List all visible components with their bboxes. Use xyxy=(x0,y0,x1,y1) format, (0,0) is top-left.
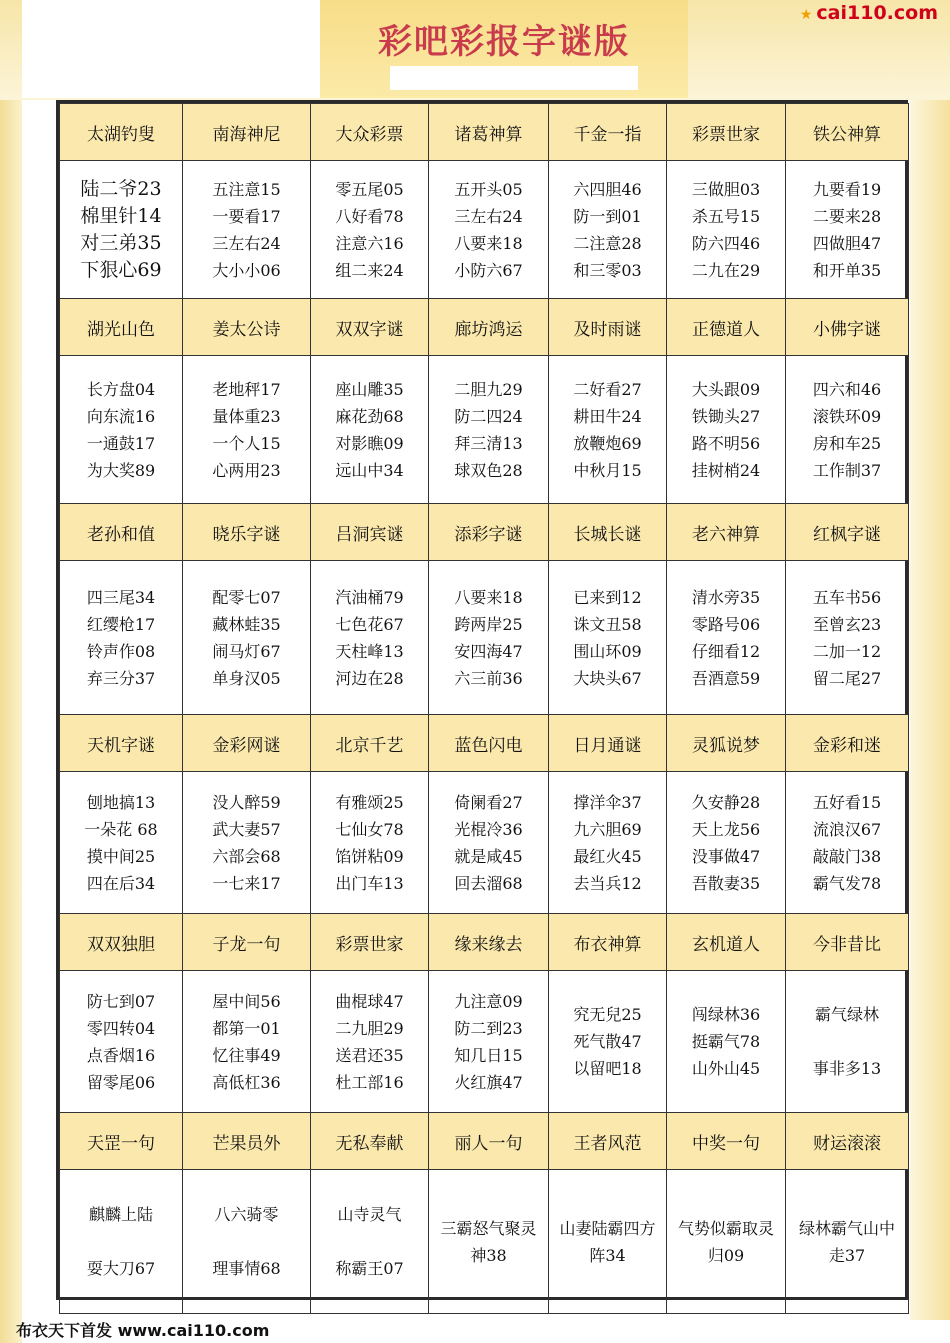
riddle-line: 理事情68 xyxy=(212,1259,281,1278)
riddle-line: 杜工部16 xyxy=(335,1072,404,1092)
riddle-line: 六部会68 xyxy=(212,846,281,866)
riddle-cell xyxy=(429,772,549,914)
riddle-line: 和开单35 xyxy=(812,260,882,280)
source-name-cell: 今非昔比 xyxy=(786,914,909,971)
riddle-line: 八好看78 xyxy=(335,206,404,226)
riddle-cell xyxy=(549,772,667,914)
riddle-line xyxy=(313,1228,426,1255)
riddle-line: 杀五号15 xyxy=(691,206,761,226)
riddle-line: 回去溜68 xyxy=(454,873,523,893)
riddle-line: 防七到07 xyxy=(86,991,156,1011)
riddle-line: 长方盘04 xyxy=(86,379,156,399)
riddle-cell xyxy=(183,772,311,914)
source-name-cell: 彩票世家 xyxy=(667,104,786,161)
source-name-cell: 诸葛神算 xyxy=(429,104,549,161)
riddle-line: 敲敲门38 xyxy=(812,846,882,866)
riddle-cell xyxy=(786,356,909,504)
riddle-line: 都第一01 xyxy=(212,1018,281,1038)
footer-credit: 布衣天下首发 www.cai110.com xyxy=(16,1321,270,1340)
source-name-cell: 铁公神算 xyxy=(786,104,909,161)
riddle-line: 吾散妻35 xyxy=(691,873,761,893)
riddle-cell xyxy=(60,971,183,1113)
riddle-line: 对三弟35 xyxy=(80,231,162,254)
source-name-cell: 王者风范 xyxy=(549,1113,667,1170)
riddle-line: 大头跟09 xyxy=(691,379,761,399)
source-name-cell: 缘来缘去 xyxy=(429,914,549,971)
riddle-cell xyxy=(667,772,786,914)
riddle-line: 组二来24 xyxy=(335,260,404,280)
riddle-line: 阵34 xyxy=(589,1245,626,1265)
riddle-line xyxy=(62,1228,180,1255)
source-name-cell: 金彩和迷 xyxy=(786,715,909,772)
source-name-cell: 太湖钓叟 xyxy=(60,104,183,161)
riddle-line: 工作制37 xyxy=(812,460,882,480)
riddle-line: 究无兒25 xyxy=(573,1005,642,1024)
riddle-line: 九要看19 xyxy=(812,179,882,199)
source-name-cell: 小佛字谜 xyxy=(786,299,909,356)
riddle-cell xyxy=(60,356,183,504)
source-name-cell: 灵狐说梦 xyxy=(667,715,786,772)
source-name-cell: 吕洞宾谜 xyxy=(311,504,429,561)
riddle-line: 球双色28 xyxy=(454,460,523,480)
source-name-cell: 彩票世家 xyxy=(311,914,429,971)
riddle-line: 以留吧18 xyxy=(573,1059,642,1078)
riddle-line: 挺霸气78 xyxy=(691,1032,761,1051)
riddle-line: 防六四46 xyxy=(691,233,761,253)
riddle-line: 三霸怒气聚灵 xyxy=(440,1218,537,1238)
riddle-line: 一通鼓17 xyxy=(86,433,156,453)
source-name-cell: 蓝色闪电 xyxy=(429,715,549,772)
riddle-line: 心两用23 xyxy=(212,460,281,480)
riddle-line: 五车书56 xyxy=(812,587,882,607)
riddle-cell xyxy=(549,561,667,715)
riddle-line: 配零七07 xyxy=(212,587,281,607)
riddle-line: 三左右24 xyxy=(454,206,523,226)
source-name-cell: 金彩网谜 xyxy=(183,715,311,772)
riddle-cell xyxy=(786,561,909,715)
riddle-line: 六三前36 xyxy=(454,668,523,688)
riddle-cell xyxy=(786,971,909,1113)
riddle-line: 神38 xyxy=(470,1245,507,1265)
riddle-line: 老地秤17 xyxy=(212,379,281,399)
riddle-line: 就是咸45 xyxy=(454,846,523,866)
riddle-line: 弃三分37 xyxy=(86,668,156,688)
riddle-line: 归09 xyxy=(707,1245,745,1265)
source-name-cell: 日月通谜 xyxy=(549,715,667,772)
riddle-cell xyxy=(429,356,549,504)
source-name-cell: 正德道人 xyxy=(667,299,786,356)
riddle-line: 大块头67 xyxy=(573,668,642,688)
riddle-table xyxy=(56,100,908,1300)
riddle-line: 高低杠36 xyxy=(212,1072,281,1092)
riddle-line: 防二到23 xyxy=(454,1018,523,1038)
source-name-cell: 添彩字谜 xyxy=(429,504,549,561)
riddle-line: 称霸王07 xyxy=(335,1259,404,1278)
riddle-line: 二加一12 xyxy=(812,641,882,661)
source-name-cell: 北京千艺 xyxy=(311,715,429,772)
riddle-line: 出门车13 xyxy=(335,873,404,893)
source-name-cell: 红枫字谜 xyxy=(786,504,909,561)
riddle-line: 倚阑看27 xyxy=(454,792,523,812)
riddle-line: 吾酒意59 xyxy=(691,668,761,688)
title-subtitle-strip xyxy=(390,66,638,90)
source-name-cell: 财运滚滚 xyxy=(786,1113,909,1170)
source-name-cell: 姜太公诗 xyxy=(183,299,311,356)
riddle-line: 二九胆29 xyxy=(335,1018,404,1038)
left-decor-band xyxy=(0,0,22,1343)
riddle-line: 零五尾05 xyxy=(335,179,404,199)
source-name-cell: 中奖一句 xyxy=(667,1113,786,1170)
riddle-line: 棉里针14 xyxy=(80,204,162,227)
riddle-line: 摸中间25 xyxy=(86,846,156,866)
riddle-cell xyxy=(786,161,909,299)
riddle-line: 屋中间56 xyxy=(212,991,281,1011)
riddle-line: 滚铁环09 xyxy=(812,406,882,426)
riddle-cell xyxy=(183,1170,311,1314)
riddle-cell xyxy=(311,356,429,504)
riddle-line: 麒麟上陆 xyxy=(88,1205,153,1224)
riddle-line: 最红火45 xyxy=(573,846,642,866)
riddle-line: 单身汉05 xyxy=(212,668,281,688)
source-name-cell: 老孙和值 xyxy=(60,504,183,561)
riddle-line: 曲棍球47 xyxy=(335,991,404,1011)
riddle-line xyxy=(788,1028,906,1055)
riddle-line: 知几日15 xyxy=(454,1045,523,1065)
riddle-line: 二好看27 xyxy=(573,379,642,399)
riddle-cell xyxy=(429,971,549,1113)
riddle-line: 霸气绿林 xyxy=(814,1005,879,1024)
riddle-line: 中秋月15 xyxy=(573,460,642,480)
riddle-line xyxy=(185,1228,308,1255)
riddle-line: 至曾玄23 xyxy=(812,614,882,634)
riddle-line: 忆往事49 xyxy=(212,1045,281,1065)
riddle-line: 久安静28 xyxy=(691,792,761,812)
riddle-line: 去当兵12 xyxy=(573,873,642,893)
riddle-line: 闹马灯67 xyxy=(212,641,281,661)
header-row xyxy=(60,504,909,561)
riddle-row xyxy=(60,161,909,299)
riddle-line: 防二四24 xyxy=(454,406,523,426)
source-name-cell: 双双字谜 xyxy=(311,299,429,356)
riddle-cell xyxy=(311,1170,429,1314)
riddle-cell xyxy=(183,971,311,1113)
riddle-line: 没人醉59 xyxy=(212,792,281,812)
riddle-line: 拜三清13 xyxy=(454,433,523,453)
riddle-line: 光棍冷36 xyxy=(454,819,523,839)
riddle-line: 放鞭炮69 xyxy=(573,433,642,453)
riddle-line: 二胆九29 xyxy=(454,379,523,399)
riddle-line: 四在后34 xyxy=(86,873,156,893)
riddle-line: 远山中34 xyxy=(335,460,404,480)
title-panel xyxy=(320,0,688,98)
right-decor-band xyxy=(910,100,950,1320)
riddle-line: 量体重23 xyxy=(212,406,281,426)
riddle-line: 有雅颂25 xyxy=(335,792,404,812)
header-row xyxy=(60,715,909,772)
riddle-line: 一要看17 xyxy=(212,206,281,226)
riddle-line: 安四海47 xyxy=(454,641,523,661)
riddle-line: 陆二爷23 xyxy=(80,177,162,200)
riddle-line: 二九在29 xyxy=(691,260,761,280)
riddle-line: 留二尾27 xyxy=(812,668,882,688)
source-name-cell: 及时雨谜 xyxy=(549,299,667,356)
source-name-cell: 大众彩票 xyxy=(311,104,429,161)
riddle-line: 事非多13 xyxy=(812,1059,882,1078)
riddle-line: 八要来18 xyxy=(454,233,523,253)
riddle-line: 四三尾34 xyxy=(86,587,156,607)
riddle-cell xyxy=(549,356,667,504)
source-name-cell: 老六神算 xyxy=(667,504,786,561)
riddle-line: 武大妻57 xyxy=(212,819,281,839)
riddle-line: 八六骑零 xyxy=(214,1205,279,1224)
blank-banner-box xyxy=(22,0,320,98)
riddle-cell xyxy=(311,561,429,715)
riddle-line: 走37 xyxy=(828,1245,866,1265)
riddle-line: 送君还35 xyxy=(335,1045,404,1065)
riddle-line: 天上龙56 xyxy=(691,819,761,839)
riddle-line: 红缨枪17 xyxy=(86,614,156,634)
riddle-line: 对影瞧09 xyxy=(335,433,404,453)
riddle-line: 六四胆46 xyxy=(573,179,642,199)
riddle-cell xyxy=(429,561,549,715)
riddle-line: 已来到12 xyxy=(573,587,642,607)
riddle-line: 绿林霸气山中 xyxy=(798,1218,895,1238)
riddle-line: 麻花劲68 xyxy=(335,406,404,426)
riddle-line: 小防六67 xyxy=(454,260,523,280)
source-name-cell: 千金一指 xyxy=(549,104,667,161)
riddle-line: 向东流16 xyxy=(86,406,156,426)
riddle-line: 耍大刀67 xyxy=(86,1259,156,1278)
riddle-line: 馅饼粘09 xyxy=(335,846,404,866)
riddle-line: 闯绿林36 xyxy=(691,1005,761,1024)
riddle-line: 七色花67 xyxy=(335,614,404,634)
riddle-row xyxy=(60,971,909,1113)
riddle-line: 路不明56 xyxy=(691,433,761,453)
riddle-line: 山外山45 xyxy=(691,1059,761,1078)
riddle-cell xyxy=(183,561,311,715)
riddle-line: 仔细看12 xyxy=(691,641,761,661)
riddle-line: 七仙女78 xyxy=(335,819,404,839)
riddle-cell xyxy=(667,971,786,1113)
riddle-cell xyxy=(183,356,311,504)
riddle-cell xyxy=(786,1170,909,1314)
source-name-cell: 天机字谜 xyxy=(60,715,183,772)
source-name-cell: 丽人一句 xyxy=(429,1113,549,1170)
riddle-line: 霸气发78 xyxy=(812,873,882,893)
riddle-line: 二要来28 xyxy=(812,206,882,226)
riddle-line: 一朵花 68 xyxy=(84,819,158,839)
riddle-line: 流浪汉67 xyxy=(812,819,882,839)
riddle-line: 点香烟16 xyxy=(86,1045,156,1065)
riddle-line: 座山雕35 xyxy=(335,379,404,399)
riddle-line: 防一到01 xyxy=(573,206,642,226)
riddle-line: 刨地搞13 xyxy=(86,792,156,812)
source-name-cell: 长城长谜 xyxy=(549,504,667,561)
source-name-cell: 晓乐字谜 xyxy=(183,504,311,561)
header-row xyxy=(60,299,909,356)
riddle-line: 为大奖89 xyxy=(86,460,156,480)
riddle-line: 河边在28 xyxy=(335,668,404,688)
riddle-line: 死气散47 xyxy=(573,1032,642,1051)
source-name-cell: 玄机道人 xyxy=(667,914,786,971)
riddle-line: 大小小06 xyxy=(212,260,281,280)
riddle-cell xyxy=(549,971,667,1113)
riddle-line: 铃声作08 xyxy=(86,641,156,661)
riddle-cell xyxy=(311,161,429,299)
riddle-line: 房和车25 xyxy=(812,433,882,453)
riddle-line: 藏林蛙35 xyxy=(212,614,281,634)
riddle-row xyxy=(60,356,909,504)
riddle-line: 没事做47 xyxy=(691,846,761,866)
riddle-line: 零路号06 xyxy=(691,614,761,634)
site-label: cai110.com xyxy=(816,2,938,24)
riddle-line: 五好看15 xyxy=(812,792,882,812)
source-name-cell: 廊坊鸿运 xyxy=(429,299,549,356)
riddle-row xyxy=(60,1170,909,1314)
riddle-cell xyxy=(549,1170,667,1314)
source-name-cell: 天罡一句 xyxy=(60,1113,183,1170)
star-icon: ★ xyxy=(799,7,813,23)
riddle-cell xyxy=(667,1170,786,1314)
source-name-cell: 双双独胆 xyxy=(60,914,183,971)
riddle-line: 清水旁35 xyxy=(691,587,761,607)
riddle-line: 撑洋伞37 xyxy=(573,792,642,812)
riddle-line: 山妻陆霸四方 xyxy=(559,1218,656,1238)
riddle-line: 挂树梢24 xyxy=(691,460,761,480)
riddle-grid xyxy=(59,103,909,1314)
riddle-cell xyxy=(183,161,311,299)
site-watermark[interactable] xyxy=(800,2,938,24)
riddle-line: 一个人15 xyxy=(212,433,281,453)
riddle-cell xyxy=(311,971,429,1113)
riddle-cell xyxy=(60,161,183,299)
riddle-line: 八要来18 xyxy=(454,587,523,607)
header-row xyxy=(60,1113,909,1170)
source-name-cell: 子龙一句 xyxy=(183,914,311,971)
header-row xyxy=(60,104,909,161)
riddle-cell xyxy=(667,561,786,715)
riddle-line: 四六和46 xyxy=(812,379,882,399)
riddle-line: 五开头05 xyxy=(454,179,523,199)
riddle-line: 九注意09 xyxy=(454,991,523,1011)
riddle-line: 留零尾06 xyxy=(86,1072,156,1092)
riddle-row xyxy=(60,772,909,914)
riddle-cell xyxy=(60,772,183,914)
source-name-cell: 布衣神算 xyxy=(549,914,667,971)
riddle-line: 零四转04 xyxy=(86,1018,156,1038)
riddle-cell xyxy=(786,772,909,914)
riddle-line: 下狠心69 xyxy=(80,258,162,281)
riddle-cell xyxy=(311,772,429,914)
riddle-line: 注意六16 xyxy=(335,233,404,253)
riddle-line: 和三零03 xyxy=(573,260,642,280)
riddle-line: 山寺灵气 xyxy=(337,1205,402,1224)
source-name-cell: 湖光山色 xyxy=(60,299,183,356)
riddle-line: 天柱峰13 xyxy=(335,641,404,661)
riddle-line: 围山环09 xyxy=(573,641,642,661)
riddle-line: 火红旗47 xyxy=(454,1072,523,1092)
riddle-line: 三左右24 xyxy=(212,233,281,253)
riddle-cell xyxy=(60,1170,183,1314)
riddle-line: 气势似霸取灵 xyxy=(677,1218,774,1238)
source-name-cell: 芒果员外 xyxy=(183,1113,311,1170)
riddle-line: 四做胆47 xyxy=(812,233,882,253)
riddle-line: 耕田牛24 xyxy=(573,406,642,426)
riddle-cell xyxy=(429,1170,549,1314)
riddle-cell xyxy=(60,561,183,715)
riddle-line: 汽油桶79 xyxy=(335,587,404,607)
riddle-line: 五注意15 xyxy=(212,179,281,199)
riddle-line: 二注意28 xyxy=(573,233,642,253)
riddle-line: 九六胆69 xyxy=(573,819,642,839)
riddle-line: 三做胆03 xyxy=(691,179,761,199)
riddle-cell xyxy=(429,161,549,299)
page-title: 彩吧彩报字谜版 xyxy=(378,22,630,62)
riddle-line: 一七来17 xyxy=(212,873,281,893)
riddle-cell xyxy=(549,161,667,299)
header-row xyxy=(60,914,909,971)
source-name-cell: 无私奉献 xyxy=(311,1113,429,1170)
riddle-row xyxy=(60,561,909,715)
riddle-line: 诛文丑58 xyxy=(573,614,642,634)
riddle-line: 跨两岸25 xyxy=(454,614,523,634)
riddle-line: 铁锄头27 xyxy=(691,406,761,426)
source-name-cell: 南海神尼 xyxy=(183,104,311,161)
riddle-cell xyxy=(667,356,786,504)
riddle-cell xyxy=(667,161,786,299)
